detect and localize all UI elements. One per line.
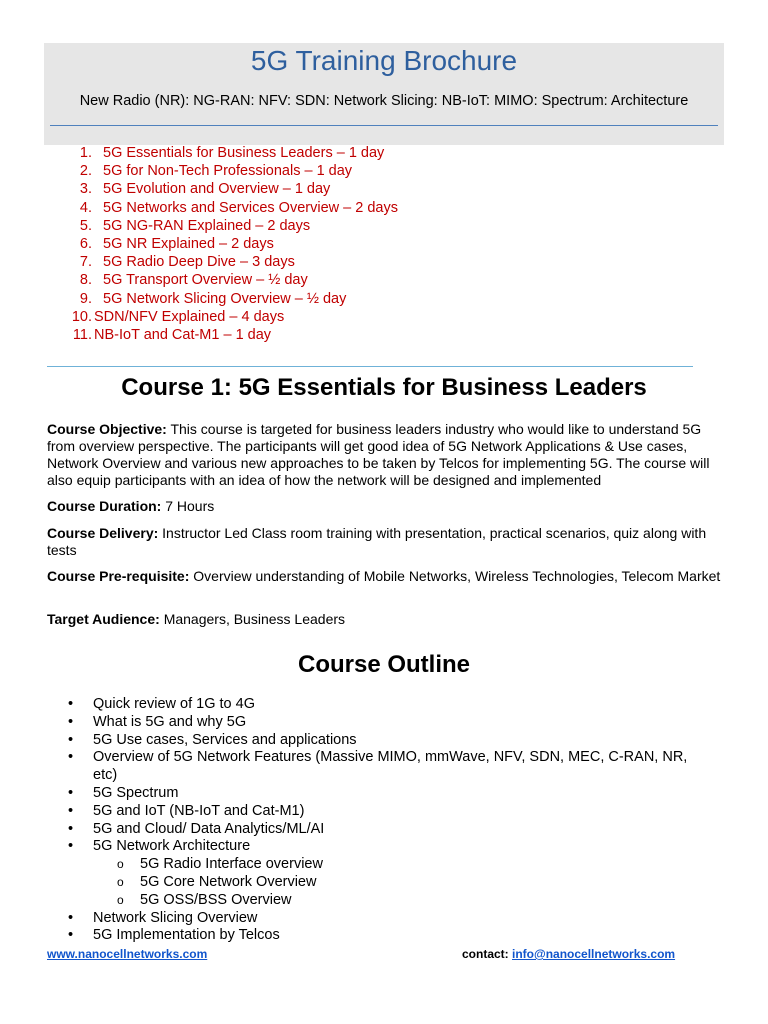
list-item: o 5G Radio Interface overview	[117, 856, 323, 873]
page-subtitle: New Radio (NR): NG-RAN: NFV: SDN: Network Slicing: NB-IoT: MIMO: Spectrum: Architecture	[79, 93, 689, 109]
course-list	[66, 144, 398, 344]
list-item: 1. 5G Essentials for Business Leaders – 1 day	[79, 145, 385, 161]
list-item: • Network Slicing Overview	[68, 909, 258, 926]
list-item: • What is 5G and why 5G	[68, 713, 247, 730]
course-duration: Course Duration: 7 Hours	[47, 498, 215, 514]
list-item: • Quick review of 1G to 4G	[68, 696, 255, 712]
list-item: 7. 5G Radio Deep Dive – 3 days	[79, 254, 295, 271]
list-item: 8. 5G Transport Overview – ½ day	[79, 272, 308, 289]
list-item: 6. 5G NR Explained – 2 days	[79, 236, 274, 253]
course-delivery: Course Delivery: Instructor Led Class room training with presentation, practical scenarios, quiz along with tests	[47, 525, 707, 558]
header-divider	[50, 125, 718, 126]
list-item: • Overview of 5G Network Features (Massive MIMO, mmWave, NFV, SDN, MEC, C-RAN, NR, etc)	[68, 749, 688, 784]
list-item: • 5G and Cloud/ Data Analytics/ML/AI	[68, 820, 325, 837]
course-prerequisite: Course Pre-requisite: Overview understanding of Mobile Networks, Wireless Technologies, Telecom Market	[47, 568, 721, 584]
footer-contact	[462, 947, 675, 961]
list-item: 5. 5G NG-RAN Explained – 2 days	[79, 217, 311, 234]
course-heading: Course 1: 5G Essentials for Business Leaders	[121, 374, 647, 401]
contact-label: contact:	[462, 947, 509, 961]
course-outline	[65, 696, 715, 945]
list-item: 4. 5G Networks and Services Overview – 2 days	[79, 199, 398, 216]
list-item: 2. 5G for Non-Tech Professionals – 1 day	[79, 163, 353, 180]
list-item: 9. 5G Network Slicing Overview – ½ day	[79, 290, 347, 307]
list-item: • 5G Implementation by Telcos	[68, 927, 280, 944]
list-item: o 5G Core Network Overview	[117, 873, 317, 890]
section-divider	[47, 366, 693, 367]
target-audience: Target Audience: Managers, Business Leaders	[47, 611, 346, 627]
header-banner	[44, 43, 724, 145]
list-item: 10. SDN/NFV Explained – 4 days	[71, 308, 285, 325]
list-item: • 5G Network Architecture	[68, 838, 251, 855]
list-item: 3. 5G Evolution and Overview – 1 day	[79, 181, 331, 198]
website-link[interactable]: www.nanocellnetworks.com	[47, 947, 208, 961]
list-item: • 5G Spectrum	[68, 784, 179, 801]
list-item: • 5G and IoT (NB-IoT and Cat-M1)	[68, 802, 305, 819]
page-title: 5G Training Brochure	[250, 45, 518, 76]
course-objective: Course Objective: This course is targeted for business leaders industry who would like to understand 5G from overview perspective. The participants will get good idea of 5G Network Applications & Use cases, Network Overview and various new approaches to be taken by Telcos for implementing 5G. The course will also equip participants with an idea of how the network will be designed and implemented	[47, 421, 710, 488]
outline-heading: Course Outline	[297, 651, 471, 678]
email-link[interactable]: info@nanocellnetworks.com	[512, 947, 676, 961]
list-item: • 5G Use cases, Services and applications	[68, 731, 357, 748]
list-item: 11. NB-IoT and Cat-M1 – 1 day	[72, 327, 272, 344]
list-item: o 5G OSS/BSS Overview	[117, 891, 292, 908]
